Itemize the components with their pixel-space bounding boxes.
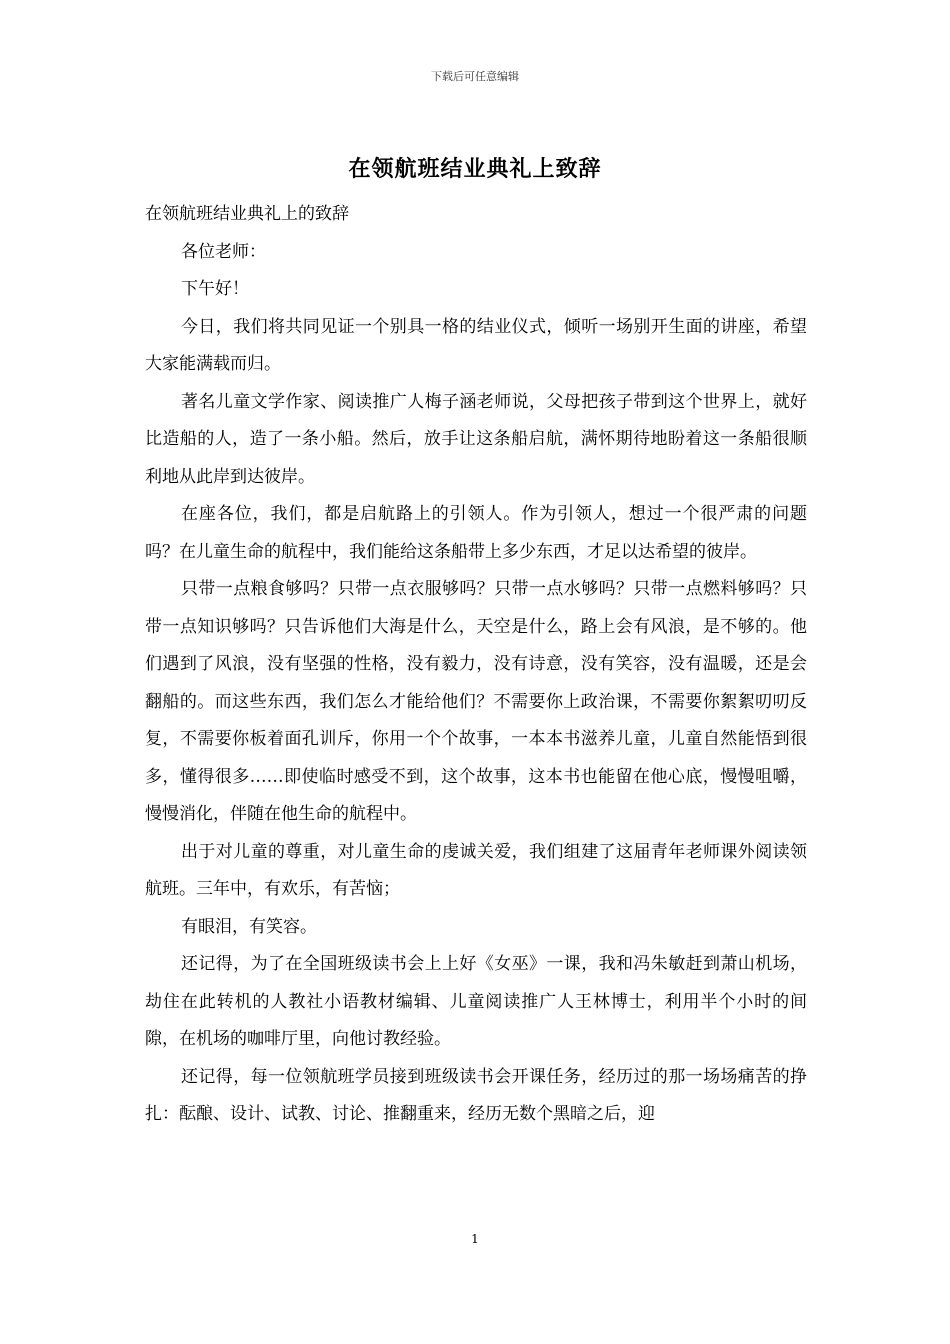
document-body	[145, 196, 807, 1134]
paragraph: 还记得，为了在全国班级读书会上上好《女巫》一课，我和冯朱敏赶到萧山机场，劫住在此转机的人教社小语教材编辑、儿童阅读推广人王林博士，利用半个小时的间隙，在机场的咖啡厅里，向他讨教经验。	[145, 954, 807, 1049]
paragraph: 还记得，每一位领航班学员接到班级读书会开课任务，经历过的那一场场痛苦的挣扎：酝酿、设计、试教、讨论、推翻重来，经历无数个黑暗之后，迎	[145, 1066, 807, 1124]
paragraph: 在座各位，我们，都是启航路上的引领人。作为引领人，想过一个很严肃的问题吗？在儿童生命的航程中，我们能给这条船带上多少东西，才足以达希望的彼岸。	[145, 504, 807, 562]
header-note: 下载后可任意编辑	[431, 70, 519, 83]
document-subtitle: 在领航班结业典礼上的致辞	[145, 204, 349, 224]
paragraph: 只带一点粮食够吗？只带一点衣服够吗？只带一点水够吗？只带一点燃料够吗？只带一点知识够吗？只告诉他们大海是什么，天空是什么，路上会有风浪，是不够的。他们遇到了风浪，没有坚强的性格，没有毅力，没有诗意，没有笑容，没有温暖，还是会翻船的。而这些东西，我们怎么才能给他们？不需要你上政治课，不需要你絮絮叨叨反复，不需要你板着面孔训斥，你用一个个故事，一本本书滋养儿童，儿童自然能悟到很多，懂得很多……即使临时感受不到，这个故事，这本书也能留在他心底，慢慢咀嚼，慢慢消化，伴随在他生命的航程中。	[145, 579, 807, 824]
paragraph: 今日，我们将共同见证一个别具一格的结业仪式，倾听一场别开生面的讲座，希望大家能满载而归。	[145, 316, 807, 374]
paragraph: 著名儿童文学作家、阅读推广人梅子涵老师说，父母把孩子带到这个世界上，就好比造船的人，造了一条小船。然后，放手让这条船启航，满怀期待地盼着这一条船很顺利地从此岸到达彼岸。	[145, 391, 807, 487]
document-title: 在领航班结业典礼上致辞	[348, 156, 602, 182]
paragraph: 有眼泪，有笑容。	[181, 916, 317, 937]
paragraph-greeting: 各位老师：	[181, 241, 266, 262]
page-number: 1	[471, 1232, 479, 1246]
paragraph: 出于对儿童的尊重，对儿童生命的虔诚关爱，我们组建了这届青年老师课外阅读领航班。三年中，有欢乐，有苦恼；	[145, 841, 807, 899]
paragraph-salutation: 下午好！	[181, 279, 249, 299]
